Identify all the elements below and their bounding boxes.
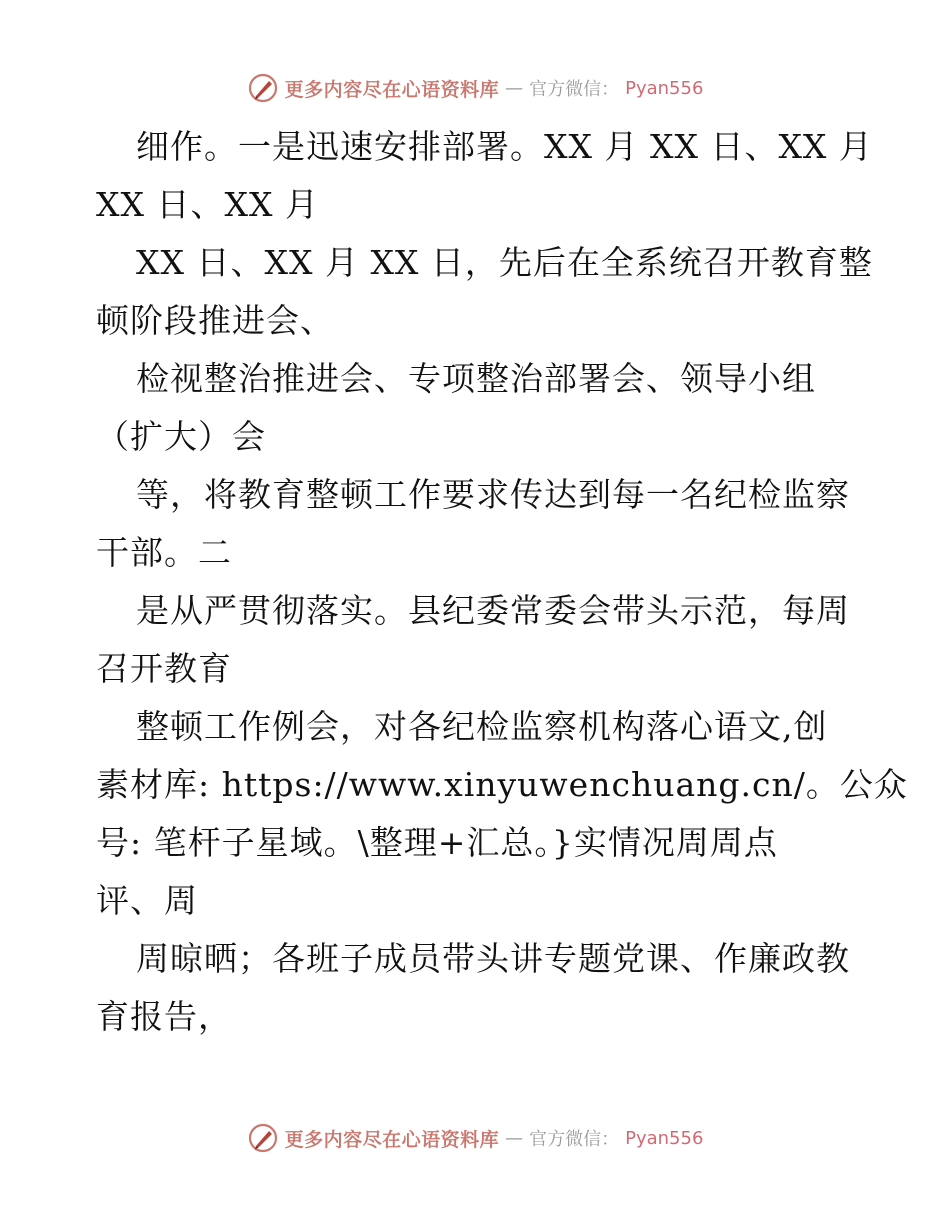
banner-wechat-label: 官方微信：: [529, 79, 620, 100]
body-line-11: 整顿工作例会，对各纪检监察机构落心语文,创: [136, 707, 828, 746]
banner-wechat-id: Pyan556: [625, 77, 704, 99]
header-watermark-banner: [0, 72, 950, 104]
body-line-3: XX 日、XX 月 XX 日，先后在全系统召开教育整: [136, 243, 873, 282]
body-line-12: 素材库: https://www.xinyuwenchuang.cn/。公众: [96, 765, 908, 804]
quill-pen-circle-icon: [247, 1122, 279, 1154]
body-line-15: 周晾晒；各班子成员带头讲专题党课、作廉政教: [136, 939, 850, 978]
footer-watermark-banner: [0, 1122, 950, 1154]
banner-brand-text: 更多内容尽在心语资料库: [284, 78, 500, 101]
banner-wechat-label: 官方微信：: [529, 1129, 620, 1150]
body-line-2: XX 日、XX 月: [96, 185, 319, 224]
body-line-7: 等，将教育整顿工作要求传达到每一名纪检监察: [136, 475, 850, 514]
document-body: [96, 118, 908, 1046]
body-line-13: 号: 笔杆子星域。\整理+汇总。}实情况周周点: [96, 823, 778, 862]
body-line-6: （扩大）会: [96, 417, 266, 456]
banner-wechat-id: Pyan556: [625, 1127, 704, 1149]
banner-brand-text: 更多内容尽在心语资料库: [284, 1128, 500, 1151]
body-line-5: 检视整治推进会、专项整治部署会、领导小组: [136, 359, 816, 398]
body-line-10: 召开教育: [96, 649, 232, 688]
banner-dash: —: [505, 1127, 524, 1149]
body-line-4: 顿阶段推进会、: [96, 301, 334, 340]
banner-dash: —: [505, 77, 524, 99]
body-line-9: 是从严贯彻落实。县纪委常委会带头示范，每周: [136, 591, 850, 630]
body-line-1: 细作。一是迅速安排部署。XX 月 XX 日、XX 月: [136, 127, 873, 166]
body-line-14: 评、周: [96, 881, 198, 920]
body-line-8: 干部。二: [96, 533, 232, 572]
quill-pen-circle-icon: [247, 72, 279, 104]
body-line-16: 育报告，: [96, 997, 232, 1036]
